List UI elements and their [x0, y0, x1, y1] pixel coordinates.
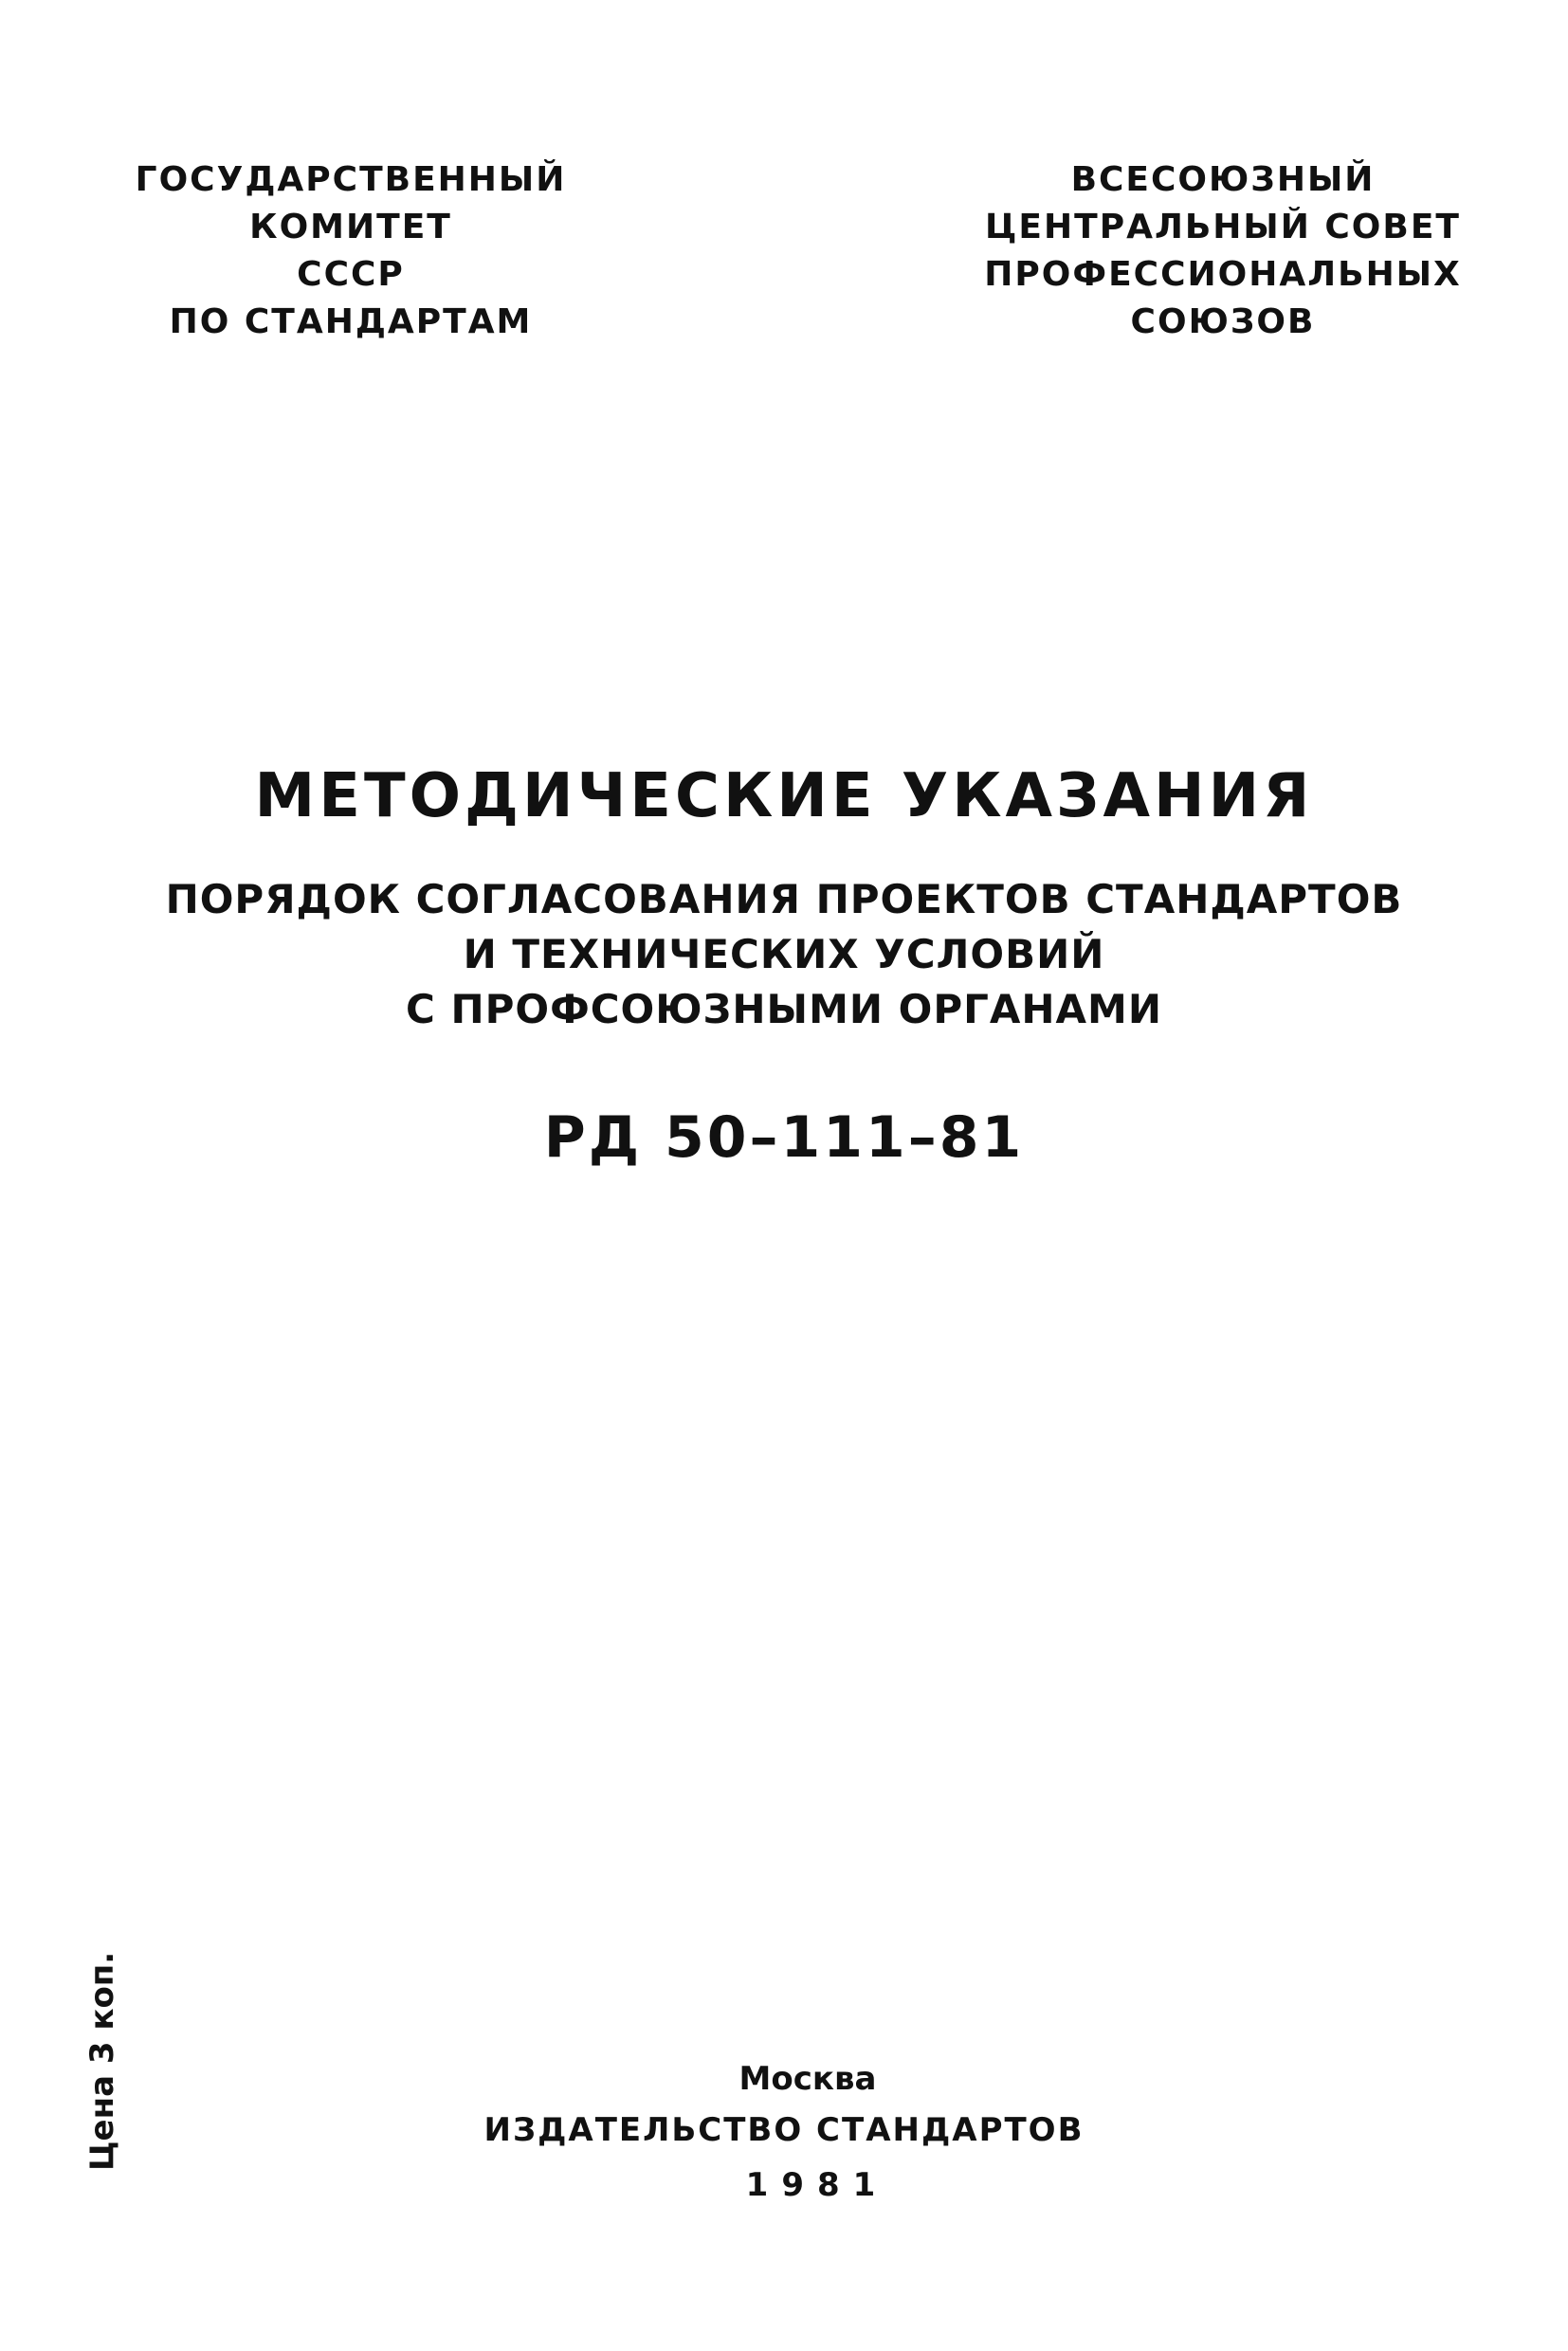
publication-year: 1981: [745, 2166, 889, 2204]
publisher-name: ИЗДАТЕЛЬСТВО СТАНДАРТОВ: [483, 2111, 1085, 2149]
left-org-line: СССР: [297, 255, 405, 294]
left-org-line: ПО СТАНДАРТАМ: [169, 302, 533, 341]
document-code: РД 50–111–81: [543, 1104, 1025, 1171]
document-type-heading: МЕТОДИЧЕСКИЕ УКАЗАНИЯ: [254, 761, 1314, 831]
right-org-line: ЦЕНТРАЛЬНЫЙ СОВЕТ: [985, 208, 1461, 246]
right-org-line: СОЮЗОВ: [1130, 302, 1316, 341]
subtitle-line: И ТЕХНИЧЕСКИХ УСЛОВИЙ: [463, 931, 1105, 977]
document-subtitle: [0, 872, 1568, 1037]
left-organization-block: [133, 156, 569, 346]
right-organization-block: [957, 156, 1488, 346]
right-org-line: ВСЕСОЮЗНЫЙ: [1070, 160, 1376, 199]
price-note: Цена 3 коп.: [83, 1951, 121, 2171]
subtitle-line: ПОРЯДОК СОГЛАСОВАНИЯ ПРОЕКТОВ СТАНДАРТОВ: [165, 876, 1403, 922]
publisher-city: Москва: [738, 2060, 877, 2098]
right-org-line: ПРОФЕССИОНАЛЬНЫХ: [984, 255, 1462, 294]
left-org-line: ГОСУДАРСТВЕННЫЙ: [135, 160, 567, 199]
subtitle-line: С ПРОФСОЮЗНЫМИ ОРГАНАМИ: [406, 986, 1162, 1032]
left-org-line: КОМИТЕТ: [249, 208, 452, 246]
